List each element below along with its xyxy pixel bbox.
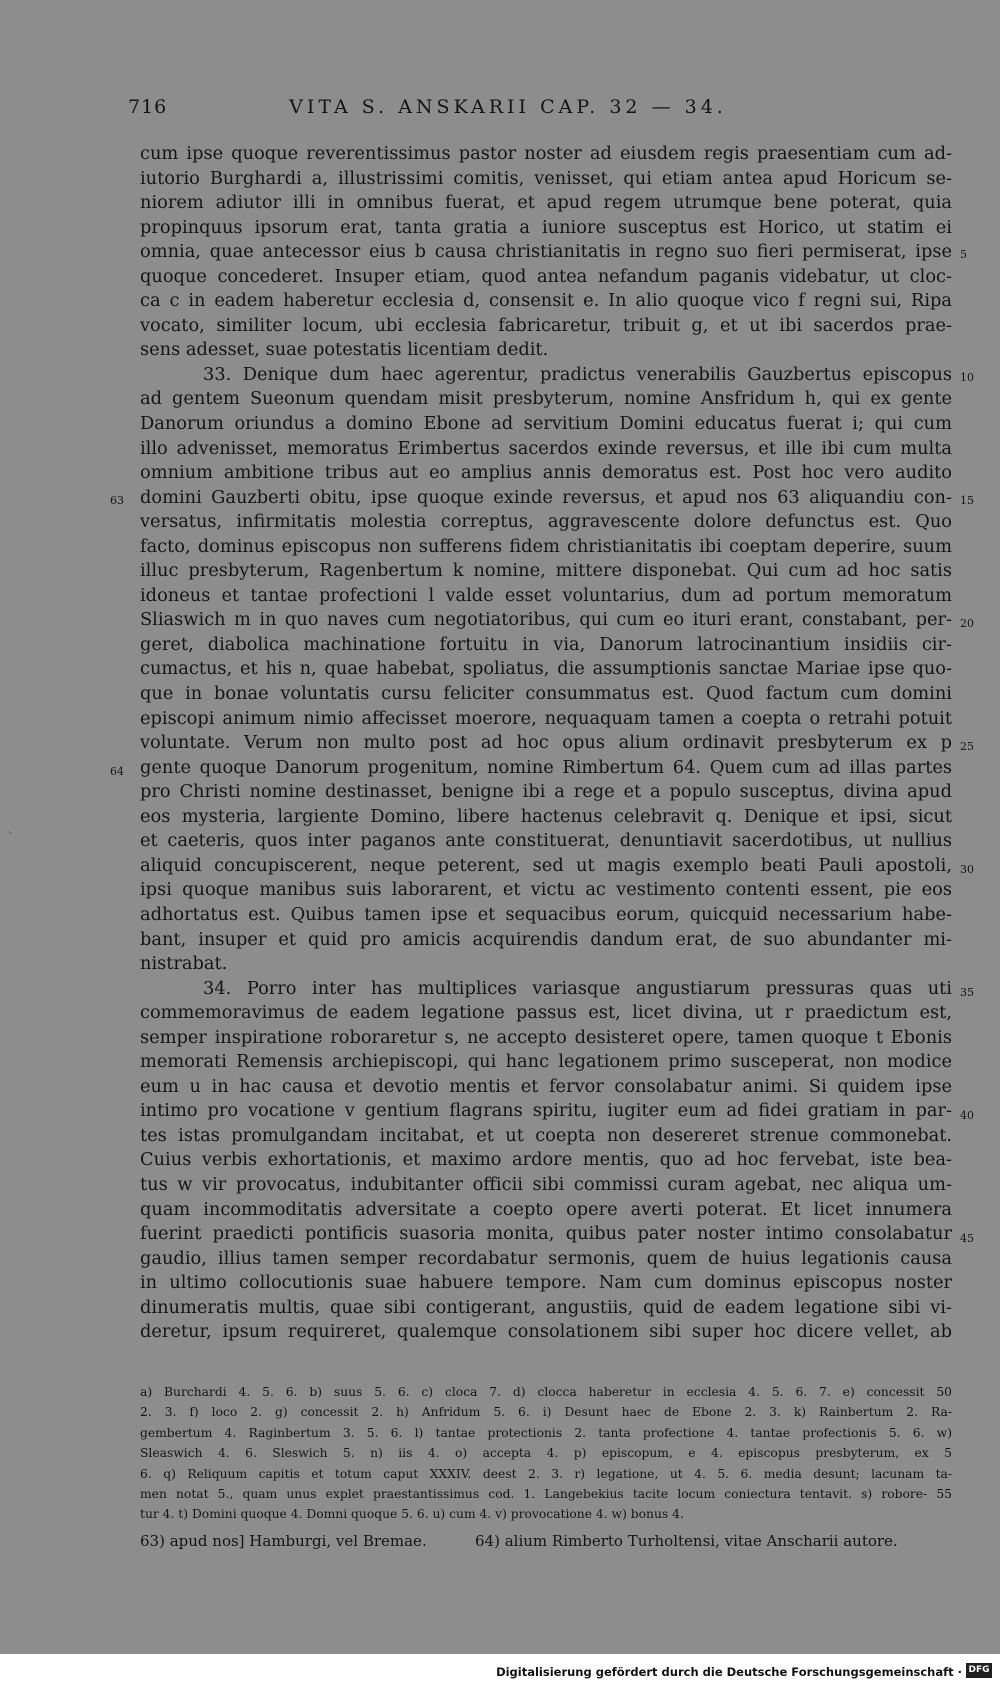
text-line: vocato, similiter locum, ubi ecclesia fabricaretur, tribuit g, et ut ibi sacerdos prae- <box>140 314 952 336</box>
text-line: gente quoque Danorum progenitum, nomine Rimbertum 64. Quem cum ad illas partes <box>140 756 952 778</box>
page-header <box>128 96 888 126</box>
apparatus-line: Sleaswich 4. 6. Sleswich 5. n) iis 4. o) accepta 4. p) episcopum, e 4. episcopus presbyterum, ex 5 <box>140 1446 952 1461</box>
text-line: quam incommoditatis adversitate a coepto opere averti poterat. Et licet innumera <box>140 1198 952 1220</box>
text-line: eos mysteria, largiente Domino, libere hactenus celebravit q. Denique et ipsi, sicut <box>140 805 952 827</box>
text-line: niorem adiutor illi in omnibus fuerat, et apud regem utrumque bene poterat, quia <box>140 192 952 214</box>
text-line: intimo pro vocatione v gentium flagrans spiritu, iugiter eum ad fidei gratiam in par- <box>140 1100 952 1122</box>
text-line: voluntate. Verum non multo post ad hoc opus alium ordinavit presbyterum ex p <box>140 732 952 754</box>
text-line: iutorio Burghardi a, illustrissimi comitis, venisset, qui etiam antea apud Horicum se- <box>140 167 952 189</box>
margin-note-ref: 64 <box>110 765 124 778</box>
text-line: quoque concederet. Insuper etiam, quod antea nefandum paganis videbatur, ut cloc- <box>140 265 952 287</box>
text-line: deretur, ipsum requireret, qualemque consolationem sibi super hoc dicere vellet, ab <box>140 1321 952 1343</box>
apparatus-line: a) Burchardi 4. 5. 6. b) suus 5. 6. c) cloca 7. d) clocca haberetur in ecclesia 4. 5. 6. 7. e) concessit 50 <box>140 1385 952 1399</box>
text-line: cumactus, et his n, quae habebat, spoliatus, die assumptionis sanctae Mariae ipse quo- <box>140 658 952 680</box>
line-number: 40 <box>960 1109 974 1122</box>
text-line: propinquus ipsorum erat, tanta gratia a iuniore susceptus est Horico, ut statim ei <box>140 216 952 238</box>
text-line: idoneus et tantae profectioni l valde esset voluntarius, dum ad portum memoratum <box>140 584 952 606</box>
text-line: aliquid concupiscerent, neque peterent, sed ut magis exemplo beati Pauli apostoli, <box>140 854 952 876</box>
line-number: 35 <box>960 986 974 999</box>
line-number: 15 <box>960 494 974 507</box>
text-line: facto, dominus episcopus non sufferens fidem christianitatis ibi coeptam deperire, suum <box>140 535 952 557</box>
text-line: cum ipse quoque reverentissimus pastor noster ad eiusdem regis praesentiam cum ad- <box>140 143 952 164</box>
line-number: 45 <box>960 1232 974 1245</box>
apparatus-line: 2. 3. f) loco 2. g) concessit 2. h) Anfridum 5. 6. i) Desunt haec de Ebone 2. 3. k) Rainbertum 2. Ra- <box>140 1405 952 1420</box>
line-number: 30 <box>960 863 974 876</box>
running-title: VITA S. ANSKARII CAP. 32 — 34. <box>289 96 727 118</box>
text-line: bant, insuper et quid pro amicis acquirendis dandum erat, de suo abundanter mi- <box>140 928 952 950</box>
text-line: ipsi quoque manibus suis laborarent, et victu ac vestimento contenti essent, pie eos <box>140 879 952 901</box>
text-line: tes istas promulgandam incitabat, et ut coepta non desereret strenue commonebat. <box>140 1124 952 1146</box>
text-line: omnia, quae antecessor eius b causa christianitatis in regno suo fieri permiserat, ipse <box>140 241 952 263</box>
text-line: geret, diabolica machinatione fortuitu in via, Danorum latrocinantium insidiis cir- <box>140 633 952 655</box>
apparatus-line: men notat 5., quam unus explet praestantissimus cod. 1. Langebekius tacite locum coniectura tentavit. s) robore- 55 <box>140 1486 952 1501</box>
text-line: 34. Porro inter has multiplices variasque angustiarum pressuras quas uti <box>203 977 952 999</box>
apparatus-line: tur 4. t) Domini quoque 4. Domni quoque 5. 6. u) cum 4. v) provocatione 4. w) bonus 4. <box>140 1507 684 1522</box>
text-line: memorati Remensis archiepiscopi, qui hanc legationem primo susceperat, non modice <box>140 1051 952 1073</box>
text-line: illuc presbyterum, Ragenbertum k nomine, mittere disponebat. Qui cum ad hoc satis <box>140 560 952 582</box>
margin-note-ref: 63 <box>110 494 124 507</box>
text-line: dinumeratis multis, quae sibi contigerant, angustiis, quid de eadem legatione sibi vi- <box>140 1296 952 1318</box>
text-line: semper inspiratione roboraretur s, ne accepto desisteret opere, tamen quoque t Ebonis <box>140 1026 952 1048</box>
line-number: 20 <box>960 617 974 630</box>
text-line: versatus, infirmitatis molestia correptus, aggravescente dolore defunctus est. Quo <box>140 511 952 533</box>
text-line: tus w vir provocatus, indubitanter officii sibi commissi curam agebat, nec aliqua um- <box>140 1173 952 1195</box>
text-line: adhortatus est. Quibus tamen ipse et sequacibus eorum, quicquid necessarium habe- <box>140 903 952 925</box>
apparatus-line: 6. q) Reliquum capitis et totum caput XXXIV. deest 2. 3. r) legatione, ut 4. 5. 6. media desunt; lacunam ta- <box>140 1466 952 1481</box>
line-number: 10 <box>960 371 974 384</box>
text-line: Danorum oriundus a domino Ebone ad servitium Domini educatus fuerat i; qui cum <box>140 413 952 435</box>
text-line: ca c in eadem haberetur ecclesia d, consensit e. In alio quoque vico f regni sui, Ripa <box>140 290 952 312</box>
text-line: pro Christi nomine destinasset, benigne ibi a rege et a populo susceptus, divina apud <box>140 781 952 803</box>
text-line: ad gentem Sueonum quendam misit presbyterum, nomine Ansfridum h, qui ex gente <box>140 388 952 410</box>
footnotes <box>140 1532 952 1550</box>
funding-credit: Digitalisierung gefördert durch die Deutsche Forschungsgemeinschaft · <box>496 1665 962 1679</box>
text-line: que in bonae voluntatis cursu feliciter consummatus est. Quod factum cum domini <box>140 683 952 705</box>
page-number: 716 <box>128 96 168 118</box>
footer-bar <box>0 1654 1000 1694</box>
text-line: omnium ambitione tribus aut eo amplius annis demoratus est. Post hoc vero audito <box>140 462 952 484</box>
text-line: Cuius verbis exhortationis, et maximo ardore mentis, quo ad hoc fervebat, iste bea- <box>140 1149 952 1171</box>
text-line: gaudio, illius tamen semper recordabatur sermonis, quem de huius legationis causa <box>140 1247 952 1269</box>
line-number: 25 <box>960 740 974 753</box>
dfg-logo: DFG <box>966 1663 992 1678</box>
text-line: nistrabat. <box>140 953 228 975</box>
text-line: et caeteris, quos inter paganos ante constituerat, denuntiavit sacerdotibus, ut nullius <box>140 830 952 852</box>
line-number: 5 <box>960 248 967 261</box>
text-line: fuerint praedicti pontificis suasoria monita, quibus pater noster intimo consolabatur <box>140 1223 952 1245</box>
text-line: sens adesset, suae potestatis licentiam dedit. <box>140 339 549 361</box>
apparatus-line: gembertum 4. Raginbertum 3. 5. 6. l) tantae protectionis 2. tanta profectione 4. tantae profectionis 5. 6. w) <box>140 1425 952 1440</box>
text-line: episcopi animum nimio affecisset moerore, nequaquam tamen a coepta o retrahi potuit <box>140 707 952 729</box>
text-line: illo advenisset, memoratus Erimbertus sacerdos exinde reversus, et ille ibi cum multa <box>140 437 952 459</box>
footnote: 64) alium Rimberto Turholtensi, vitae Anscharii autore. <box>475 1532 898 1550</box>
text-line: commemoravimus de eadem legatione passus est, licet divina, ut r praedictum est, <box>140 1002 952 1024</box>
footnote: 63) apud nos] Hamburgi, vel Bremae. <box>140 1532 427 1550</box>
text-line: eum u in hac causa et devotio mentis et fervor consolabatur animi. Si quidem ipse <box>140 1075 952 1097</box>
text-line: domini Gauzberti obitu, ipse quoque exinde reversus, et apud nos 63 aliquandiu con- <box>140 486 952 508</box>
critical-apparatus <box>140 1382 952 1525</box>
body-text <box>140 142 952 1345</box>
text-line: in ultimo collocutionis suae habuere tempore. Nam cum dominus episcopus noster <box>140 1272 952 1294</box>
text-line: 33. Denique dum haec agerentur, pradictus venerabilis Gauzbertus episcopus <box>203 363 952 385</box>
text-line: Sliaswich m in quo naves cum negotiatoribus, qui cum eo ituri erant, constabant, per- <box>140 609 952 631</box>
margin-mark: ` <box>8 832 13 843</box>
